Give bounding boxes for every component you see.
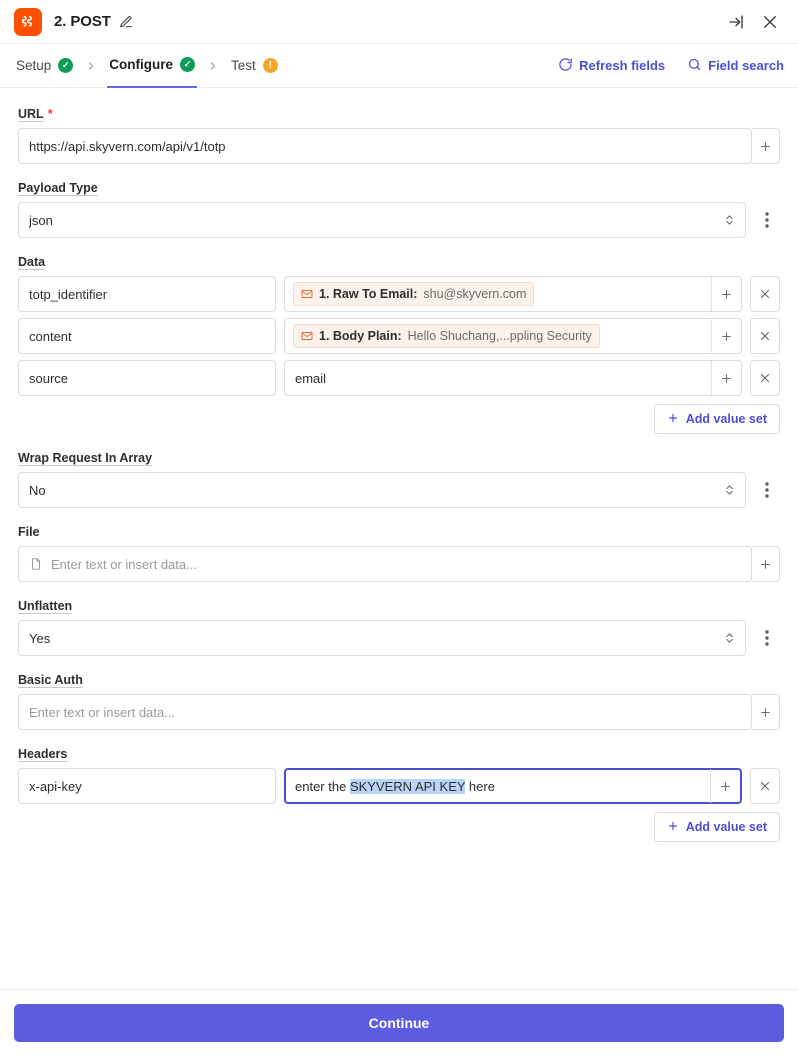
data-value-input[interactable] [284,276,742,312]
data-token-name: 1. Raw To Email: [319,287,418,301]
field-wrap-request-in-array [18,450,780,508]
data-token[interactable] [293,324,600,348]
basic-auth-input[interactable] [18,694,752,730]
tab-configure[interactable] [107,44,197,88]
wrap-request-select[interactable] [18,472,746,508]
data-add-value-set-label: Add value set [685,412,767,426]
wrap-request-label: Wrap Request In Array [18,451,153,465]
data-value-input[interactable] [284,360,742,396]
data-token-name: 1. Body Plain: [319,329,402,343]
refresh-fields-label: Refresh fields [579,58,666,73]
basic-auth-insert-data-button[interactable] [752,694,780,730]
step-tabs [0,44,798,88]
data-key-input[interactable] [18,360,276,396]
field-data [18,254,780,434]
tab-setup[interactable] [14,44,75,88]
email-icon [301,288,313,300]
tab-setup-label: Setup [16,58,52,73]
configure-form [0,88,798,989]
data-plain-value: email [295,370,327,386]
data-token[interactable] [293,282,534,306]
data-key-input[interactable] [18,276,276,312]
field-search-label: Field search [708,58,784,73]
url-label: URL [18,107,44,121]
data-remove-row-button[interactable] [750,360,780,396]
header-insert-data-button[interactable] [710,769,740,803]
data-insert-data-button[interactable] [711,361,741,395]
unflatten-options-menu[interactable] [754,620,780,656]
data-add-value-set-button[interactable] [654,404,780,434]
refresh-icon [558,57,573,75]
headers-row [18,768,780,804]
field-basic-auth [18,672,780,730]
zapier-webhooks-app-icon [14,8,42,36]
titlebar [0,0,798,44]
check-icon: ✓ [180,57,195,72]
field-url [18,106,780,164]
refresh-fields-button[interactable] [558,57,665,75]
payload-type-label: Payload Type [18,181,98,195]
tab-test-label: Test [231,58,256,73]
continue-button[interactable]: Continue [14,1004,784,1042]
file-label: File [18,525,40,539]
unflatten-row [18,620,780,656]
wrap-request-value: No [29,482,46,498]
chevron-right-icon [197,60,229,72]
headers-label: Headers [18,747,68,761]
data-key-input[interactable] [18,318,276,354]
payload-type-select[interactable] [18,202,746,238]
tab-configure-label: Configure [109,57,174,72]
document-icon [29,557,43,571]
data-insert-data-button[interactable] [711,319,741,353]
header-remove-row-button[interactable] [750,768,780,804]
data-row [18,318,780,354]
payload-type-value: json [29,212,53,228]
plus-icon [667,412,679,427]
field-payload-type [18,180,780,238]
data-remove-row-button[interactable] [750,276,780,312]
data-key-value: content [29,328,72,344]
chevron-right-icon [75,60,107,72]
warning-icon: ! [263,58,278,73]
email-icon [301,330,313,342]
unflatten-value: Yes [29,630,51,646]
field-search-button[interactable] [687,57,784,75]
data-row [18,276,780,312]
tab-test[interactable] [229,44,280,88]
pencil-icon[interactable] [119,15,133,29]
check-icon: ✓ [58,58,73,73]
header-value-text [293,779,710,794]
data-row [18,360,780,396]
unflatten-select[interactable] [18,620,746,656]
headers-add-value-set-label: Add value set [685,820,767,834]
file-placeholder: Enter text or insert data... [51,556,197,572]
url-input[interactable] [18,128,752,164]
basic-auth-placeholder: Enter text or insert data... [29,704,175,720]
payload-type-row [18,202,780,238]
data-key-value: source [29,370,69,386]
header-key-value: x-api-key [29,778,82,794]
data-remove-row-button[interactable] [750,318,780,354]
search-icon [687,57,702,75]
header-key-input[interactable] [18,768,276,804]
close-icon[interactable] [756,8,784,36]
field-headers [18,746,780,842]
footer [0,989,798,1058]
url-input-row [18,128,780,164]
required-marker: * [47,106,53,121]
headers-add-row-wrap [18,812,780,842]
header-value-prefix: enter the [295,778,350,794]
data-label: Data [18,255,46,269]
url-insert-data-button[interactable] [752,128,780,164]
chevron-updown-icon [724,212,735,228]
chevron-updown-icon [724,482,735,498]
wrap-request-row [18,472,780,508]
field-file [18,524,780,582]
url-label-wrap [18,106,780,128]
chevron-updown-icon [724,630,735,646]
plus-icon [667,820,679,835]
data-key-value: totp_identifier [29,286,108,302]
unflatten-label: Unflatten [18,599,73,613]
field-unflatten [18,598,780,656]
data-insert-data-button[interactable] [711,277,741,311]
expand-icon[interactable] [722,8,750,36]
url-value: https://api.skyvern.com/api/v1/totp [29,138,226,154]
wrap-request-options-menu[interactable] [754,472,780,508]
file-insert-data-button[interactable] [752,546,780,582]
data-token-value: Hello Shuchang,...ppling Security [407,329,592,343]
basic-auth-label: Basic Auth [18,673,83,687]
file-input[interactable] [18,546,752,582]
headers-add-value-set-button[interactable] [654,812,780,842]
header-value-suffix: here [465,778,495,794]
file-row [18,546,780,582]
data-token-value: shu@skyvern.com [423,287,527,301]
data-value-input[interactable] [284,318,742,354]
header-value-selected: SKYVERN API KEY [349,778,466,794]
page-title: 2. POST [54,13,111,30]
basic-auth-row [18,694,780,730]
data-add-row-wrap [18,404,780,434]
header-value-input[interactable] [284,768,742,804]
payload-type-options-menu[interactable] [754,202,780,238]
